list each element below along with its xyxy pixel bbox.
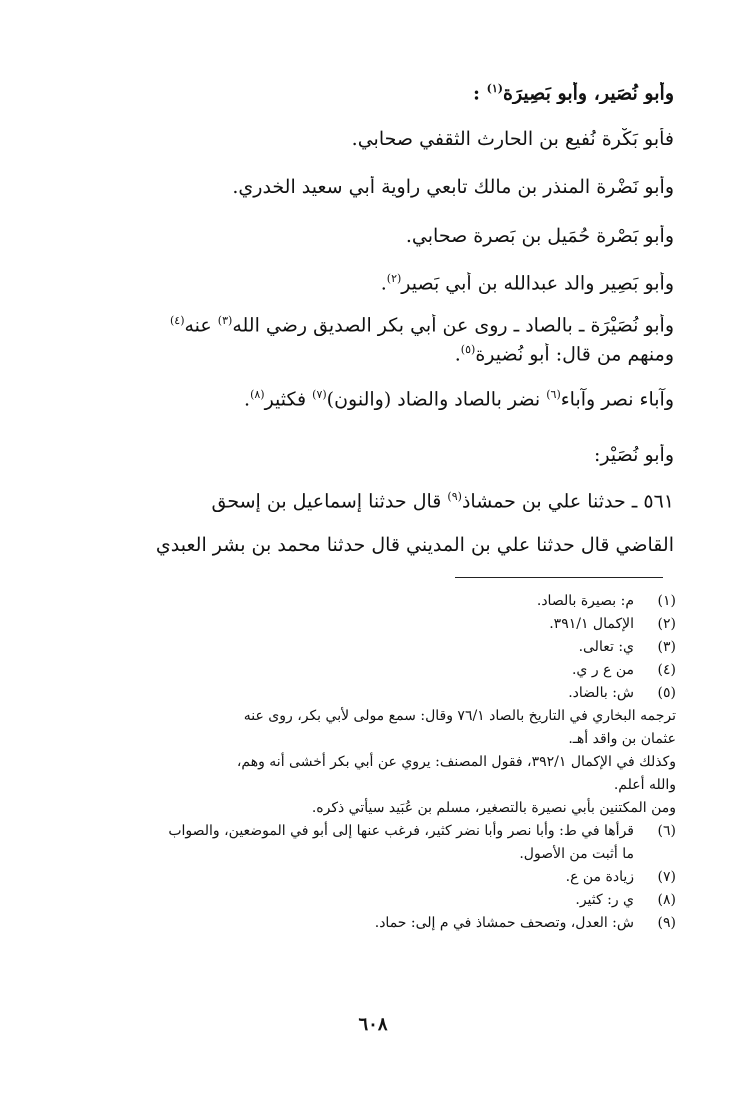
footnote-continuation: ومن المكتنين بأبي نصيرة بالتصغير، مسلم بن عُبَيد سيأتي ذكره.	[311, 800, 676, 816]
footnote-continuation: عثمان بن واقد أهـ.	[568, 731, 676, 747]
text-line: القاضي قال حدثنا علي بن المديني قال حدثنا محمد بن بشر العبدي	[155, 534, 674, 556]
text-line: وآباء نصر وآباء$^{(٦)}$ نضر بالصاد والضاد (والنون)$^{(٧)}$ فكثير$^{(٨)}$.	[244, 388, 674, 411]
footnote: (٢)الإكمال ٣٩١/١.	[549, 616, 676, 632]
footnote-continuation: ما أثبت من الأصول.	[519, 846, 634, 862]
footnote-separator	[455, 577, 663, 578]
footnote: (١)م: بصيرة بالصاد.	[536, 593, 676, 609]
text-line: ومنهم من قال: أبو نُضيرة$^{(٥)}$.	[454, 343, 674, 366]
page-number: ٦٠٨	[358, 1014, 388, 1035]
hadith-line: ٥٦١ ـ حدثنا علي بن حمشاذ$^{(٩)}$ قال حدثنا إسماعيل بن إسحق	[211, 490, 674, 513]
footnote: (٣)ي: تعالى.	[578, 639, 676, 655]
footnote: (٧)زيادة من ع.	[565, 869, 676, 885]
text-line: فأبو بَكْرة نُفيع بن الحارث الثقفي صحابي.	[351, 128, 674, 150]
footnote: (٨)ي ر: كثير.	[575, 892, 676, 908]
footnote-continuation: والله أعلم.	[613, 777, 676, 793]
footnote-continuation: ترجمه البخاري في التاريخ بالصاد ٧٦/١ وقال: سمع مولى لأبي بكر، روى عنه	[243, 708, 676, 724]
footnote: (٩)ش: العدل، وتصحف حمشاذ في م إلى: حماد.	[374, 915, 676, 931]
footnotes	[60, 590, 676, 935]
footnote: (٤)من ع ر ي.	[571, 662, 676, 678]
text-line: وأبو نَضْرة المنذر بن مالك تابعي راوية أبي سعيد الخدري.	[232, 176, 674, 198]
footnote: (٥)ش: بالضاد.	[568, 685, 676, 701]
footnote: (٦)قرأها في ط: وأبا نصر وأبا نضر كثير، فرغب عنها إلى أبو في الموضعين، والصواب	[168, 823, 676, 839]
section-heading: وأبو نُصَير، وأبو بَصِيرَة$^{(١)}$ :	[472, 82, 674, 105]
text-line: وأبو بَصِير والد عبدالله بن أبي بَصير$^{(٢)}$.	[380, 272, 674, 295]
text-line: وأبو نُصَيْرَة ـ بالصاد ـ روى عن أبي بكر الصديق رضي الله$^{(٣)}$ عنه$^{(٤)}$	[169, 314, 674, 337]
text-line: وأبو نُصَيْر:	[594, 444, 674, 466]
footnote-continuation: وكذلك في الإكمال ٣٩٢/١، فقول المصنف: يروي عن أبي بكر أخشى أنه وهم،	[236, 754, 676, 770]
text-line: وأبو بَصْرة حُمَيل بن بَصرة صحابي.	[405, 225, 674, 247]
